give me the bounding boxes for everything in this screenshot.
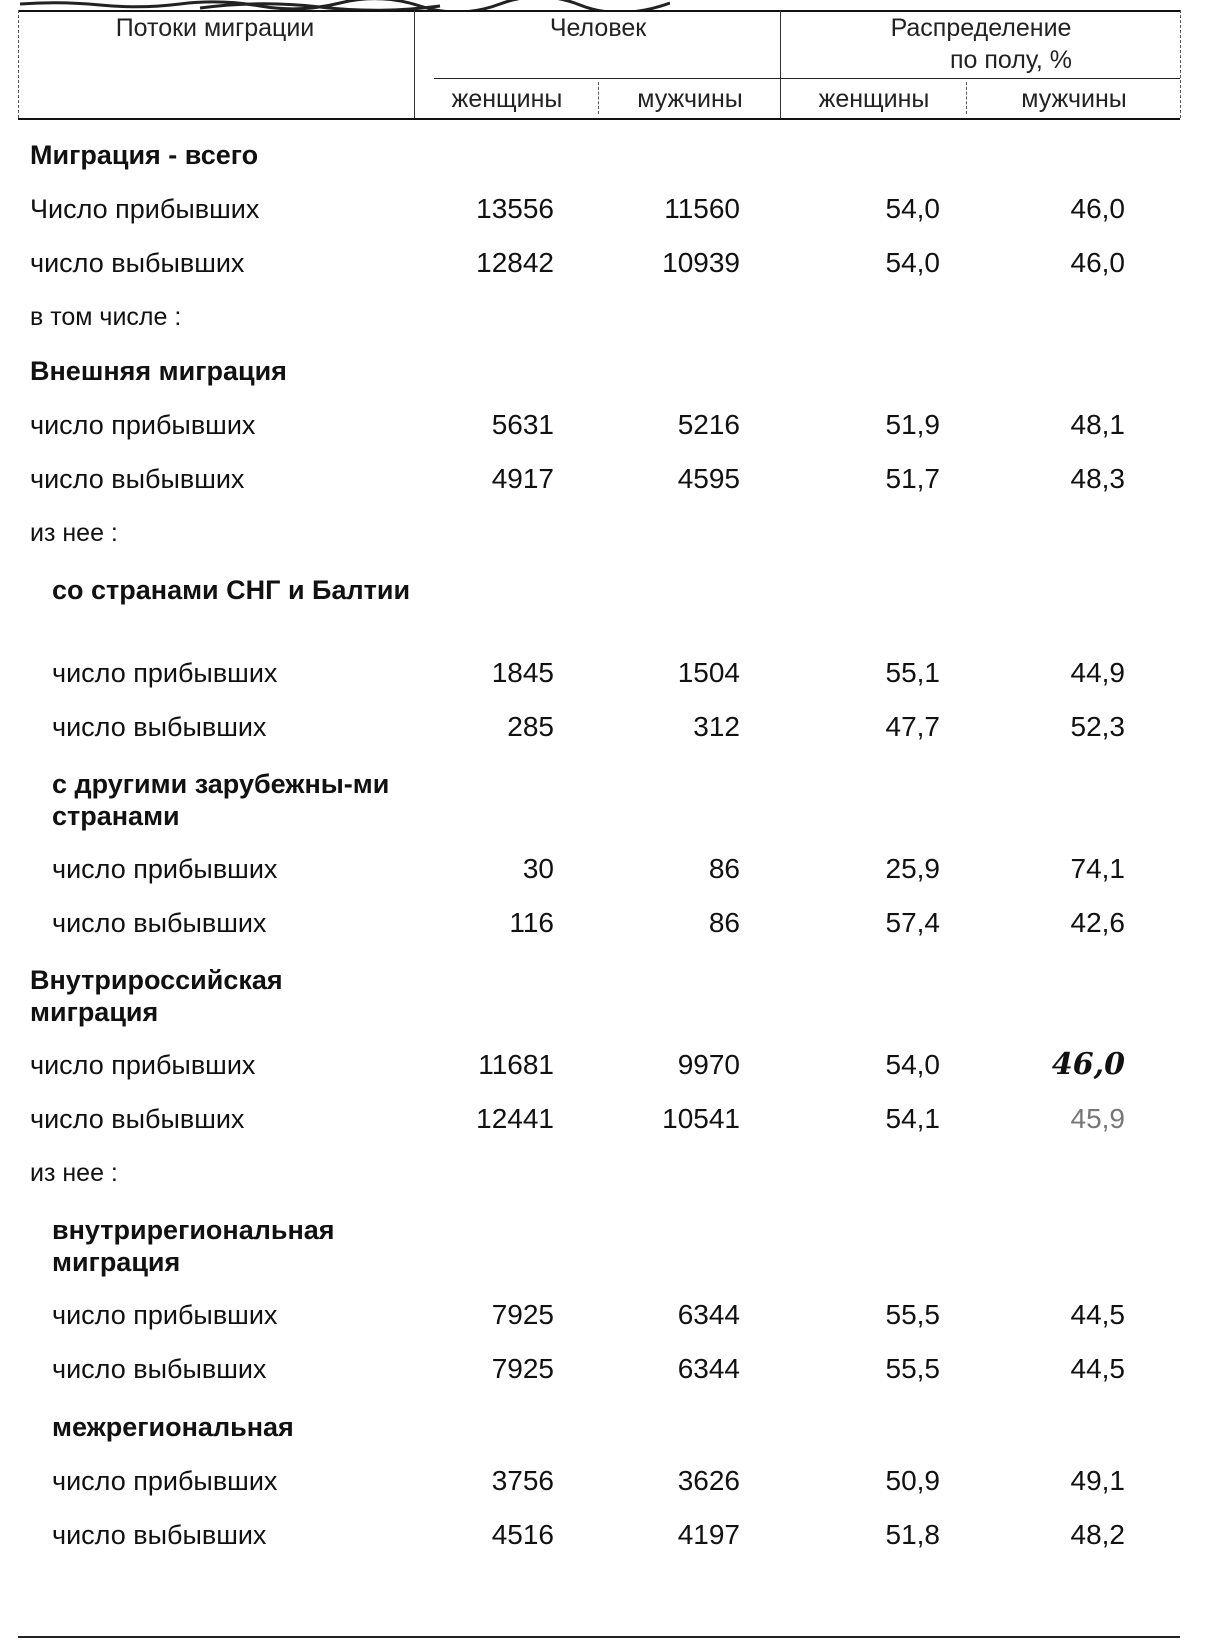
value-women-people: 12441: [476, 1103, 554, 1134]
header-divider-1: [414, 10, 415, 118]
header-subdivider-1: [598, 82, 599, 114]
table-row: [0, 1298, 1226, 1338]
value-women-percent: 57,4: [885, 907, 940, 938]
value-men-people: 3626: [677, 1465, 740, 1496]
header-left-border: [18, 10, 19, 118]
row-label: число выбывших: [52, 1520, 267, 1550]
value-women-people: 5631: [491, 409, 554, 440]
value-men-people: 10541: [662, 1103, 740, 1134]
value-men-percent: 48,2: [1070, 1519, 1125, 1550]
header-migration-flows: Потоки миграции: [115, 14, 315, 42]
value-men-people: 11560: [664, 193, 740, 224]
value-men-percent: 52,3: [1070, 711, 1125, 742]
row-label: число прибывших: [30, 1050, 256, 1080]
value-women-percent: 54,0: [885, 247, 940, 278]
value-women-people: 7925: [491, 1353, 554, 1384]
value-women-percent: 51,7: [885, 463, 940, 494]
scribble-mark: [20, 0, 670, 10]
value-women-percent: 54,0: [885, 193, 940, 224]
row-label: число выбывших: [30, 464, 245, 494]
value-men-people: 4595: [677, 463, 740, 494]
table-row: [0, 300, 1226, 340]
table-row: [0, 408, 1226, 448]
table-row: [0, 852, 1226, 892]
value-men-people: 10939: [662, 247, 740, 278]
value-men-percent: 44,9: [1070, 657, 1125, 688]
value-women-people: 285: [507, 711, 554, 742]
header-distribution-line1: Распределение: [890, 14, 1072, 42]
row-label: число прибывших: [52, 1300, 278, 1330]
header-subdivider-2: [966, 82, 967, 114]
header-bottom-rule: [18, 118, 1180, 120]
section-label: Внутрироссийская миграция: [30, 965, 283, 1027]
section-label: Внешняя миграция: [30, 356, 287, 386]
note-label: в том числе :: [30, 303, 182, 331]
header-women-people: женщины: [451, 85, 563, 113]
table-row: [0, 1410, 1226, 1450]
value-women-percent: 51,9: [885, 409, 940, 440]
row-label: число прибывших: [52, 854, 278, 884]
value-men-people: 9970: [677, 1049, 740, 1080]
header-people: Человек: [549, 14, 647, 42]
value-women-percent: 55,5: [885, 1353, 940, 1384]
table-row: [0, 354, 1226, 394]
value-men-people: 5216: [677, 409, 740, 440]
value-men-people: 1504: [677, 657, 740, 688]
value-women-people: 30: [522, 853, 554, 884]
table-row: [0, 1102, 1226, 1142]
value-women-percent: 25,9: [885, 853, 940, 884]
value-men-percent: 48,3: [1070, 463, 1125, 494]
value-women-people: 11681: [478, 1049, 554, 1080]
row-label: число прибывших: [52, 658, 278, 688]
table-row: [0, 246, 1226, 286]
value-women-people: 1845: [491, 657, 554, 688]
value-women-people: 12842: [476, 247, 554, 278]
table-row: [0, 1464, 1226, 1504]
header-men-people: мужчины: [637, 85, 743, 113]
value-men-people: 312: [693, 711, 740, 742]
row-label: число выбывших: [52, 712, 267, 742]
value-men-percent: 46,0: [1070, 247, 1125, 278]
table-row: [0, 192, 1226, 232]
subsection-label: межрегиональная: [52, 1412, 294, 1442]
row-label: число выбывших: [52, 1354, 267, 1384]
value-women-percent: 50,9: [885, 1465, 940, 1496]
row-label: число выбывших: [52, 908, 267, 938]
table-row: [0, 906, 1226, 946]
table-row: [0, 1518, 1226, 1558]
subsection-label: внутрирегиональная миграция: [52, 1215, 335, 1277]
value-men-percent-handwritten: 46,0: [1051, 1047, 1125, 1082]
value-men-percent: 46,0: [1070, 193, 1125, 224]
value-women-percent: 51,8: [885, 1519, 940, 1550]
value-women-percent: 54,0: [885, 1049, 940, 1080]
value-men-people: 6344: [677, 1299, 740, 1330]
table-row: [0, 1352, 1226, 1392]
table-row: [0, 710, 1226, 750]
value-women-people: 3756: [491, 1465, 554, 1496]
value-women-people: 4516: [491, 1519, 554, 1550]
value-women-people: 7925: [491, 1299, 554, 1330]
row-label: число выбывших: [30, 1104, 245, 1134]
value-men-people: 6344: [677, 1353, 740, 1384]
header-divider-2: [780, 10, 781, 118]
value-men-percent: 44,5: [1070, 1299, 1125, 1330]
row-label: число выбывших: [30, 248, 245, 278]
table-row: [0, 1048, 1226, 1088]
value-women-people: 13556: [476, 193, 554, 224]
table-row: [0, 516, 1226, 556]
value-women-percent: 47,7: [885, 711, 940, 742]
value-men-percent: 74,1: [1070, 853, 1125, 884]
note-label: из нее :: [30, 519, 118, 547]
value-men-people: 86: [708, 907, 740, 938]
header-distribution-line2: по полу, %: [950, 46, 1072, 74]
header-women-percent: женщины: [818, 85, 930, 113]
table-row: [0, 656, 1226, 696]
value-men-people: 86: [708, 853, 740, 884]
row-label: число прибывших: [52, 1466, 278, 1496]
subsection-label: с другими зарубежны-ми странами: [52, 769, 390, 831]
value-men-percent: 44,5: [1070, 1353, 1125, 1384]
value-men-percent: 42,6: [1070, 907, 1125, 938]
note-label: из нее :: [30, 1159, 118, 1187]
section-label: Миграция - всего: [30, 140, 259, 170]
value-men-percent: 49,1: [1070, 1465, 1125, 1496]
table-bottom-rule: [18, 1636, 1180, 1638]
value-women-people: 4917: [491, 463, 554, 494]
value-men-percent: 48,1: [1070, 409, 1125, 440]
header-mid-rule: [434, 78, 1180, 79]
value-women-percent: 54,1: [885, 1103, 940, 1134]
header-right-border: [1180, 10, 1181, 118]
subsection-label: со странами СНГ и Балтии: [52, 575, 411, 605]
value-men-people: 4197: [677, 1519, 740, 1550]
header-men-percent: мужчины: [1021, 85, 1127, 113]
row-label: Число прибывших: [30, 194, 260, 224]
table-row: [0, 138, 1226, 178]
value-women-percent: 55,5: [885, 1299, 940, 1330]
row-label: число прибывших: [30, 410, 256, 440]
value-men-percent: 45,9: [1070, 1103, 1125, 1134]
value-women-people: 116: [509, 907, 554, 938]
table-row: [0, 1156, 1226, 1196]
table-row: [0, 462, 1226, 502]
value-women-percent: 55,1: [885, 657, 940, 688]
